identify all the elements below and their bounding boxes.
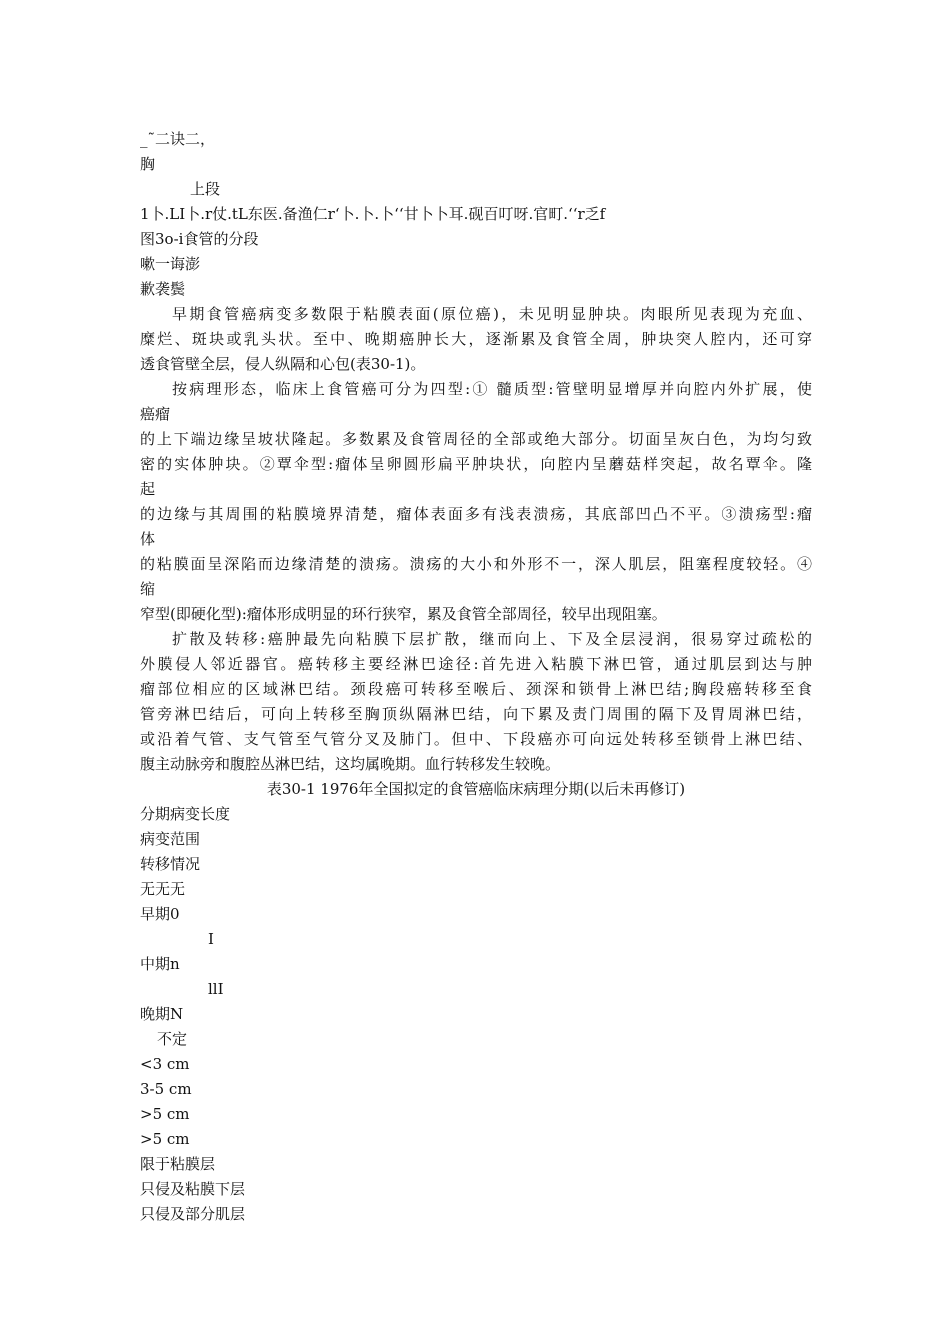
paragraph-line: 的粘膜面呈深陷而边缘清楚的溃疡。溃疡的大小和外形不一，深人肌层，阻塞程度较轻。④ [140,555,812,573]
paragraph-line: 管旁淋巴结后，可向上转移至胸顶纵隔淋巴结，向下累及责门周围的隔下及胃周淋巴结， [140,705,812,723]
table-line: 转移情况 [140,855,201,873]
paragraph-line: 腹主动脉旁和腹腔丛淋巴结，这均属晚期。血行转移发生较晚。 [140,755,561,773]
figure-label-chest: 胸 [140,155,156,173]
figure-caption: 图3o-i食管的分段 [140,230,259,248]
figure-residue-line: 歉袭鬓 [140,280,186,298]
table-line: 分期病变长度 [140,805,231,823]
table-line: llI [208,980,224,998]
paragraph-line: 缩 [140,580,156,598]
paragraph-line: 糜烂、斑块或乳头状。至中、晚期癌肿长大，逐渐累及食管全周，肿块突人腔内，还可穿 [140,330,812,348]
table-line: <3 cm [140,1055,190,1073]
table-line: I [208,930,214,948]
table-line: 不定 [157,1030,188,1048]
paragraph-line: 按病理形态，临床上食管癌可分为四型:① 髓质型:管壁明显增厚并向腔内外扩展，使 [172,380,812,398]
table-line: 3-5 cm [140,1080,192,1098]
table-title: 表30-1 1976年全国拟定的食管癌临床病理分期(以后未再修订) [266,780,686,798]
paragraph-line: 透食管壁全层，侵人纵隔和心包(表30-1)。 [140,355,426,373]
paragraph-line: 的边缘与其周围的粘膜境界清楚，瘤体表面多有浅表溃疡，其底部凹凸不平。③溃疡型:瘤 [140,505,812,523]
table-line: >5 cm [140,1130,190,1148]
figure-residue-line: 1卜.LI卜.r仗.tL东医.备渔仁r‘卜.卜.卜‘‘甘卜卜耳.砚百叮呀.官町.‘‘r乏f [140,205,606,223]
figure-residue-line: _˜二诀二， [140,130,216,148]
table-line: 只侵及粘膜下层 [140,1180,246,1198]
paragraph-line: 体 [140,530,156,548]
table-line: 病变范围 [140,830,201,848]
paragraph-line: 癌瘤 [140,405,171,423]
figure-residue-line: 嗽一诲澎 [140,255,201,273]
paragraph-line: 窄型(即硬化型):瘤体形成明显的环行狭窄，累及食管全部周径，较早出现阻塞。 [140,605,667,623]
table-line: 无无无 [140,880,186,898]
table-line: 限于粘膜层 [140,1155,216,1173]
table-line: >5 cm [140,1105,190,1123]
paragraph-line: 外膜侵人邻近器官。癌转移主要经淋巴途径:首先进入粘膜下淋巴管，通过肌层到达与肿 [140,655,812,673]
paragraph-line: 的上下端边缘呈坡状隆起。多数累及食管周径的全部或绝大部分。切面呈灰白色，为均匀致 [140,430,812,448]
table-line: 中期n [140,955,180,973]
paragraph-line: 扩散及转移:癌肿最先向粘膜下层扩散，继而向上、下及全层浸润，很易穿过疏松的 [172,630,812,648]
paragraph-line: 密的实体肿块。②覃伞型:瘤体呈卵圆形扁平肿块状，向腔内呈蘑菇样突起，故名覃伞。隆 [140,455,812,473]
table-line: 只侵及部分肌层 [140,1205,246,1223]
table-line: 晚期N [140,1005,184,1023]
paragraph-line: 早期食管癌病变多数限于粘膜表面(原位癌)，未见明显肿块。肉眼所见表现为充血、 [172,305,812,323]
paragraph-line: 或沿着气管、支气管至气管分叉及肺门。但中、下段癌亦可向远处转移至锁骨上淋巴结、 [140,730,812,748]
figure-label-upper-segment: 上段 [190,180,221,198]
paragraph-line: 起 [140,480,156,498]
table-line: 早期0 [140,905,180,923]
paragraph-line: 瘤部位相应的区域淋巴结。颈段癌可转移至喉后、颈深和锁骨上淋巴结;胸段癌转移至食 [140,680,812,698]
